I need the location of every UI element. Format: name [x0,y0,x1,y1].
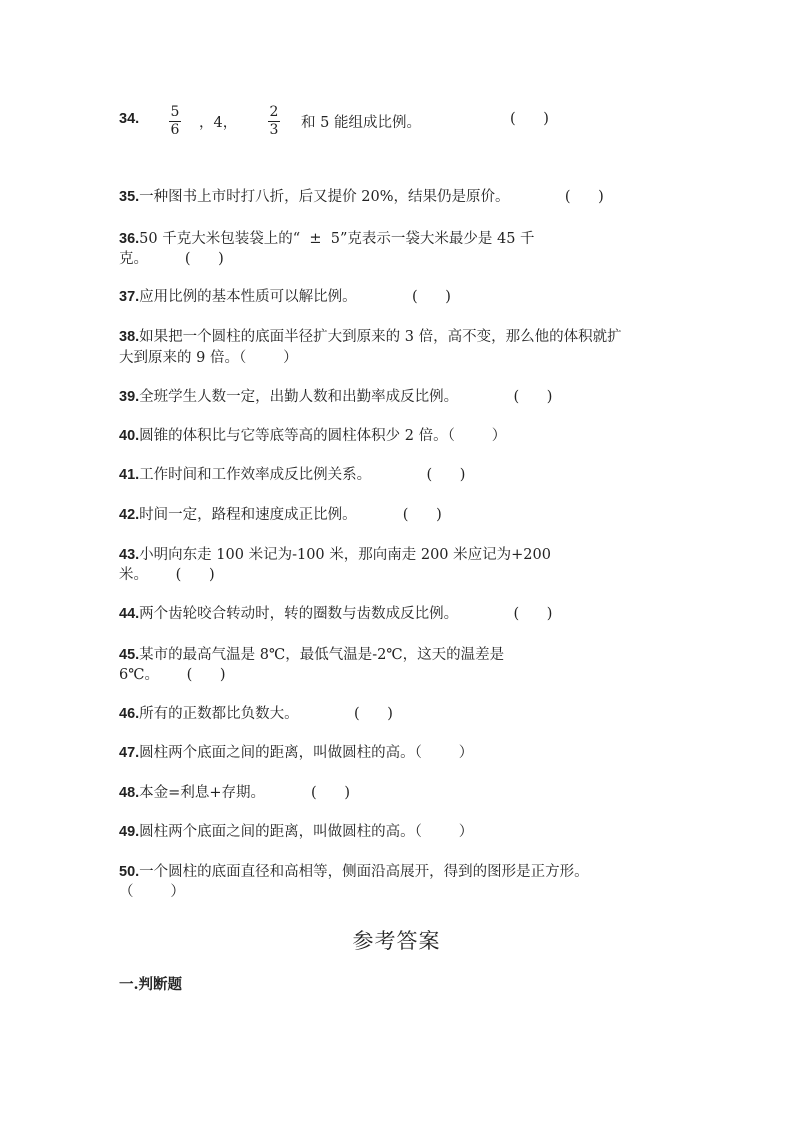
fraction-denominator: 3 [269,122,279,138]
fraction-denominator: 6 [170,122,180,138]
question-34-number: 34. [119,111,140,127]
question-37: 37.应用比例的基本性质可以解比例。 ( ) [119,289,451,305]
question-39: 39.全班学生人数一定，出勤人数和出勤率成反比例。 ( ) [119,389,553,405]
question-50-continued: （ ） [119,884,185,900]
question-43-continued: 米。 ( ) [119,567,215,583]
question-45: 45.某市的最高气温是 8℃，最低气温是-2℃，这天的温差是 [119,647,505,663]
fraction-two-thirds [267,105,281,138]
fraction-numerator: 2 [269,104,279,120]
section-heading: 一.判断题 [119,976,183,993]
question-45-continued: 6℃。 ( ) [119,667,226,683]
question-46: 46.所有的正数都比负数大。 ( ) [119,706,393,722]
answer-parentheses: ( ) [510,111,549,127]
question-49: 49.圆柱两个底面之间的距离，叫做圆柱的高。（ ） [119,824,474,840]
question-36-continued: 克。 ( ) [119,251,224,267]
question-34-separator: ，4， [199,115,238,131]
question-41: 41.工作时间和工作效率成反比例关系。 ( ) [119,467,466,483]
fraction-five-sixths [168,105,182,138]
question-43: 43.小明向东走 100 米记为-100 米，那向南走 200 米应记为+200 [119,547,551,563]
question-40: 40.圆锥的体积比与它等底等高的圆柱体积少 2 倍。（ ） [119,428,507,444]
answer-key-title: 参考答案 [352,929,441,953]
question-47: 47.圆柱两个底面之间的距离，叫做圆柱的高。（ ） [119,745,474,761]
question-42: 42.时间一定，路程和速度成正比例。 ( ) [119,507,442,523]
question-35: 35.一种图书上市时打八折，后又提价 20%，结果仍是原价。 ( ) [119,189,604,205]
question-36: 36.50 千克大米包装袋上的“ ± 5”克表示一袋大米最少是 45 千 [119,231,535,247]
fraction-numerator: 5 [170,104,180,120]
question-50: 50.一个圆柱的底面直径和高相等，侧面沿高展开，得到的图形是正方形。 [119,864,589,880]
question-38: 38.如果把一个圆柱的底面半径扩大到原来的 3 倍，高不变，那么他的体积就扩 [119,329,622,345]
question-44: 44.两个齿轮咬合转动时，转的圈数与齿数成反比例。 ( ) [119,606,553,622]
question-38-continued: 大到原来的 9 倍。（ ） [119,350,298,366]
question-48: 48.本金=利息+存期。 ( ) [119,785,351,801]
question-34-text: 和 5 能组成比例。 [301,115,421,131]
